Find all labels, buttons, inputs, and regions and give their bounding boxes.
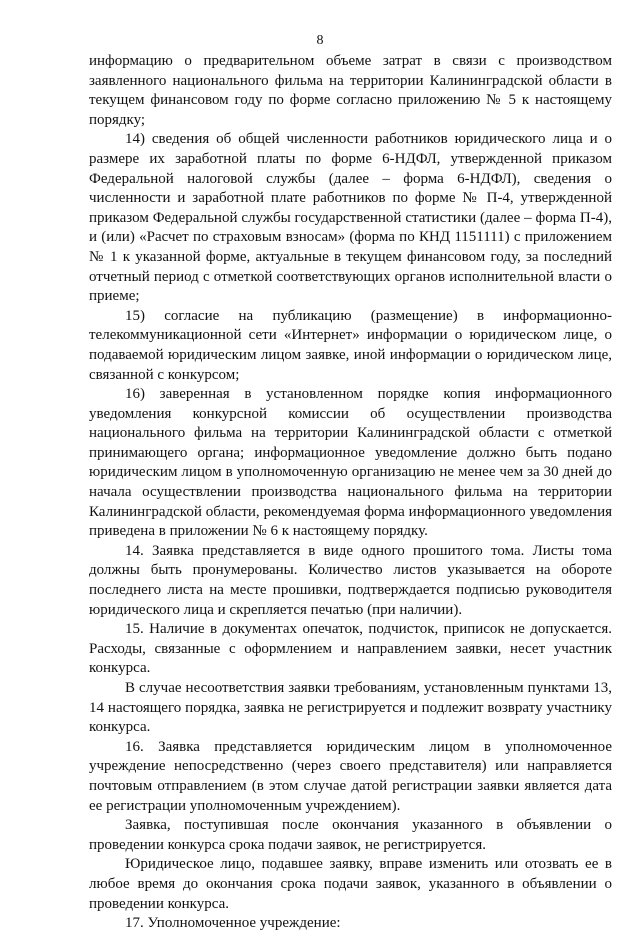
page-number: 8 <box>316 33 324 48</box>
paragraph-withdraw-application: Юридическое лицо, подавшее заявку, вправе изменить или отозвать ее в любое время до окончания срока подачи заявок, указанного в объявлении о проведении конкурса. <box>89 856 612 912</box>
paragraph-clause-15: 15. Наличие в документах опечаток, подчисток, приписок не допускается. Расходы, связанные с оформлением и направлением заявки, несет участник конкурса. <box>89 621 612 677</box>
paragraph-nonconformity: В случае несоответствия заявки требованиям, установленным пунктами 13, 14 настоящего порядка, заявка не регистрируется и подлежит возврату участнику конкурса. <box>89 680 612 736</box>
paragraph-item-15: 15) согласие на публикацию (размещение) в информационно-телекоммуникационной сети «Интернет» информации о юридическом лице, о подаваемой юридическим лицом заявке, иной информации о юридическом лице, связанной с конкурсом; <box>89 307 612 383</box>
document-body <box>89 52 612 934</box>
paragraph-clause-17: 17. Уполномоченное учреждение: <box>125 915 341 932</box>
paragraph-clause-14: 14. Заявка представляется в виде одного прошитого тома. Листы тома должны быть пронумерованы. Количество листов указывается на обороте последнего листа на месте прошивки, подтверждается подписью руководителя юридического лица и скрепляется печатью (при наличии). <box>89 542 612 618</box>
paragraph-late-application: Заявка, поступившая после окончания указанного в объявлении о проведении конкурса срока подачи заявок, не регистрируется. <box>89 817 612 853</box>
paragraph-clause-16: 16. Заявка представляется юридическим лицом в уполномоченное учреждение непосредственно (через своего представителя) или направляется почтовым отправлением (в этом случае датой регистрации заявки является дата ее регистрации уполномоченным учреждением). <box>89 738 612 814</box>
paragraph-item-16: 16) заверенная в установленном порядке копия информационного уведомления конкурсной комиссии об осуществлении производства национального фильма на территории Калининградской области с отметкой принимающего органа; информационное уведомление должно быть подано юридическим лицом в уполномоченную организацию не менее чем за 30 дней до начала осуществлении производства национального фильма на территории Калининградской области, рекомендуемая форма информационного уведомления приведена в приложении № 6 к настоящему порядку. <box>89 386 612 540</box>
paragraph-item-14: 14) сведения об общей численности работников юридического лица и о размере их заработной платы по форме 6-НДФЛ, утвержденной приказом Федеральной налоговой службы (далее – форма 6-НДФЛ), сведения о численности и заработной плате работников по форме № П-4, утвержденной приказом Федеральной службы государственной статистики (далее – форма П-4), и (или) «Расчет по страховым взносам» (форма по КНД 1151111) с приложением № 1 к указанной форме, актуальные в текущем финансовом году, за последний отчетный период с отметкой соответствующих органов исполнительной власти о приеме; <box>89 131 612 305</box>
paragraph-item-13-continuation: информацию о предварительном объеме затрат в связи с производством заявленного национального фильма на территории Калининградской области в текущем финансовом году по форме согласно приложению № 5 к настоящему порядку; <box>89 53 612 128</box>
